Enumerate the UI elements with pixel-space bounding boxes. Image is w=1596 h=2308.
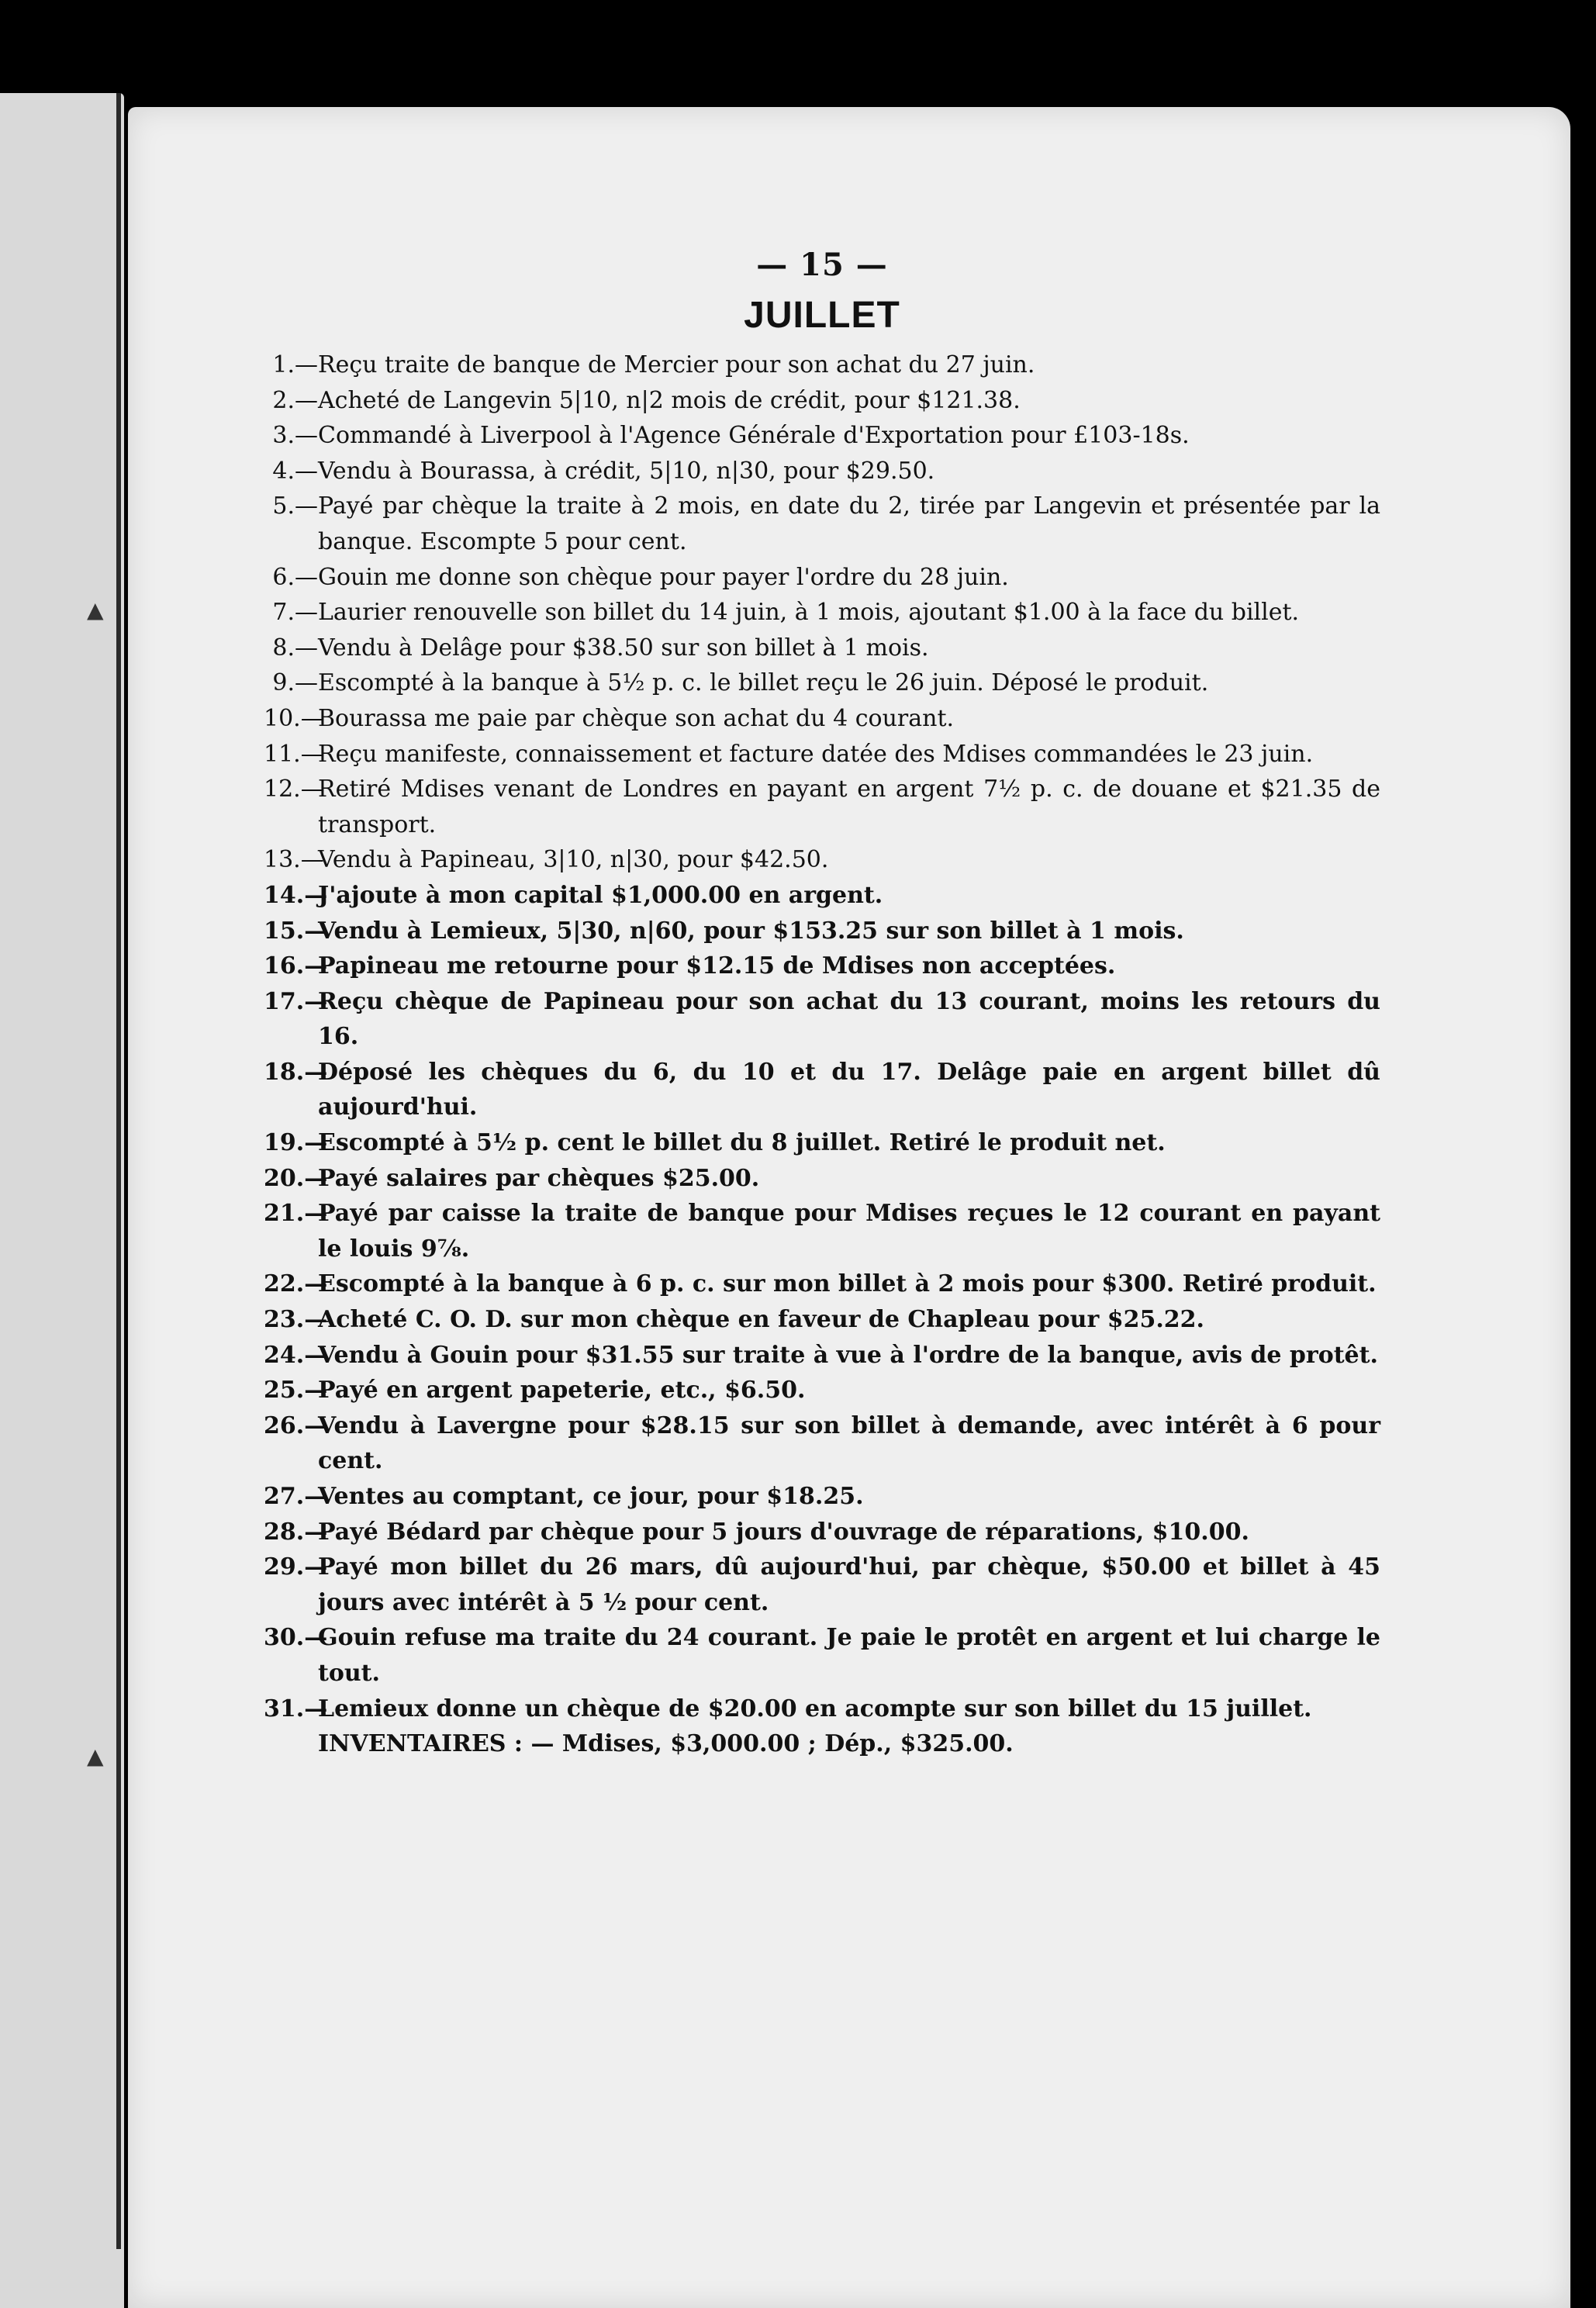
entry-text: Gouin refuse ma traite du 24 courant. Je paie le protêt en argent et lui charge le tout. — [318, 1624, 1380, 1687]
month-title: JUILLET — [744, 295, 900, 336]
journal-entries-list — [264, 347, 1380, 1726]
entry-number: 4.— — [272, 457, 318, 485]
journal-entry — [264, 1338, 1380, 1373]
entry-number: 5.— — [272, 492, 318, 520]
entry-number: 21.— — [264, 1200, 328, 1228]
journal-entry — [264, 737, 1380, 772]
inventory-line: INVENTAIRES : — Mdises, $3,000.00 ; Dép., $325.00. — [318, 1730, 1014, 1758]
entry-text: Payé Bédard par chèque pour 5 jours d'ouvrage de réparations, $10.00. — [318, 1518, 1249, 1546]
journal-entry — [264, 383, 1380, 419]
entry-text: Vendu à Lavergne pour $28.15 sur son billet à demande, avec intérêt à 6 pour cent. — [318, 1411, 1380, 1475]
entry-number: 8.— — [272, 634, 318, 662]
entry-text: Vendu à Gouin pour $31.55 sur traite à vue à l'ordre de la banque, avis de protêt. — [318, 1341, 1378, 1369]
entry-number: 23.— — [264, 1306, 328, 1334]
entry-number: 3.— — [272, 422, 318, 450]
entry-number: 6.— — [272, 563, 318, 591]
entry-number: 25.— — [264, 1377, 328, 1404]
entry-text: Reçu chèque de Papineau pour son achat du 13 courant, moins les retours du 16. — [318, 987, 1380, 1051]
entry-text: Payé salaires par chèques $25.00. — [318, 1164, 760, 1192]
entry-number: 10.— — [264, 704, 324, 732]
journal-entry — [264, 1408, 1380, 1479]
entry-text: Payé par caisse la traite de banque pour Mdises reçues le 12 courant en payant le louis 9⅞. — [318, 1200, 1380, 1263]
entry-text: Retiré Mdises venant de Londres en payant en argent 7½ p. c. de douane et $21.35 de transport. — [318, 776, 1380, 838]
entry-number: 9.— — [272, 669, 318, 697]
entry-number: 16.— — [264, 952, 328, 980]
journal-entry — [264, 948, 1380, 984]
journal-entry — [264, 1161, 1380, 1197]
entry-text: Payé par chèque la traite à 2 mois, en date du 2, tirée par Langevin et présentée par la banque. Escompte 5 pour cent. — [318, 492, 1380, 555]
journal-entry — [264, 1373, 1380, 1408]
entry-number: 26.— — [264, 1411, 328, 1439]
journal-entry — [264, 454, 1380, 489]
journal-entry — [264, 878, 1380, 914]
journal-entry — [264, 1196, 1380, 1266]
journal-entry — [264, 665, 1380, 701]
entry-number: 29.— — [264, 1553, 328, 1581]
entry-number: 13.— — [264, 846, 324, 874]
entry-number: 11.— — [264, 740, 324, 768]
entry-text: Ventes au comptant, ce jour, pour $18.25. — [318, 1483, 864, 1510]
entry-text: Vendu à Lemieux, 5|30, n|60, pour $153.25 sur son billet à 1 mois. — [318, 917, 1184, 945]
journal-entry — [264, 489, 1380, 559]
entry-text: Escompté à la banque à 6 p. c. sur mon billet à 2 mois pour $300. Retiré produit. — [318, 1270, 1377, 1298]
journal-entry — [264, 842, 1380, 878]
entry-number: 20.— — [264, 1164, 328, 1192]
page-number: — 15 — — [756, 247, 888, 283]
entry-text: Déposé les chèques du 6, du 10 et du 17. Delâge paie en argent billet dû aujourd'hui. — [318, 1058, 1380, 1121]
entry-text: Payé en argent papeterie, etc., $6.50. — [318, 1377, 806, 1404]
entry-text: Commandé à Liverpool à l'Agence Générale d'Exportation pour £103-18s. — [318, 422, 1190, 450]
journal-entry — [264, 914, 1380, 949]
entry-text: Reçu manifeste, connaissement et facture datée des Mdises commandées le 23 juin. — [318, 740, 1314, 768]
journal-entry — [264, 1302, 1380, 1338]
journal-entry — [264, 1479, 1380, 1515]
spine-arrow-icon: ▲ — [87, 1743, 104, 1769]
entry-number: 12.— — [264, 776, 324, 803]
entry-number: 17.— — [264, 987, 328, 1015]
entry-text: Lemieux donne un chèque de $20.00 en acompte sur son billet du 15 juillet. — [318, 1695, 1312, 1722]
entry-text: Payé mon billet du 26 mars, dû aujourd'hui, par chèque, $50.00 et billet à 45 jours avec intérêt à 5 ½ pour cent. — [318, 1553, 1380, 1616]
entry-number: 22.— — [264, 1270, 328, 1298]
journal-entry — [264, 772, 1380, 842]
entry-text: Vendu à Papineau, 3|10, n|30, pour $42.50. — [318, 846, 829, 874]
journal-entry — [264, 701, 1380, 737]
left-page-edge — [0, 93, 124, 2308]
journal-entry — [264, 1266, 1380, 1302]
entry-number: 28.— — [264, 1518, 328, 1546]
journal-entry — [264, 1055, 1380, 1125]
entry-number: 27.— — [264, 1483, 328, 1510]
journal-entry — [264, 347, 1380, 383]
entry-text: Papineau me retourne pour $12.15 de Mdises non acceptées. — [318, 952, 1116, 980]
entry-text: Vendu à Delâge pour $38.50 sur son billet à 1 mois. — [318, 634, 929, 662]
journal-entry — [264, 1691, 1380, 1727]
entry-number: 2.— — [272, 386, 318, 414]
entry-number: 14.— — [264, 881, 328, 909]
entry-text: Escompté à la banque à 5½ p. c. le billet reçu le 26 juin. Déposé le produit. — [318, 669, 1209, 697]
entry-number: 15.— — [264, 917, 328, 945]
entry-text: Acheté C. O. D. sur mon chèque en faveur de Chapleau pour $25.22. — [318, 1306, 1204, 1334]
entry-text: Bourassa me paie par chèque son achat du 4 courant. — [318, 704, 955, 732]
entry-number: 1.— — [272, 351, 318, 378]
journal-entry — [264, 595, 1380, 631]
journal-entry — [264, 1620, 1380, 1691]
entry-number: 24.— — [264, 1341, 328, 1369]
entry-text: Vendu à Bourassa, à crédit, 5|10, n|30, pour $29.50. — [318, 457, 935, 485]
entry-text: Escompté à 5½ p. cent le billet du 8 juillet. Retiré le produit net. — [318, 1129, 1166, 1157]
spine-arrow-icon: ▲ — [87, 597, 104, 623]
entry-number: 7.— — [272, 599, 318, 627]
page-content — [264, 247, 1380, 1762]
journal-entry — [264, 418, 1380, 454]
entry-number: 19.— — [264, 1129, 328, 1157]
entry-text: Reçu traite de banque de Mercier pour son achat du 27 juin. — [318, 351, 1035, 378]
journal-entry — [264, 1515, 1380, 1550]
entry-text: J'ajoute à mon capital $1,000.00 en argent. — [318, 881, 883, 909]
entry-text: Acheté de Langevin 5|10, n|2 mois de crédit, pour $121.38. — [318, 386, 1021, 414]
entry-text: Gouin me donne son chèque pour payer l'ordre du 28 juin. — [318, 563, 1009, 591]
journal-entry — [264, 1550, 1380, 1620]
journal-entry — [264, 1125, 1380, 1161]
journal-entry — [264, 631, 1380, 666]
entry-text: Laurier renouvelle son billet du 14 juin, à 1 mois, ajoutant $1.00 à la face du billet. — [318, 599, 1300, 627]
entry-number: 31.— — [264, 1695, 328, 1722]
journal-entry — [264, 560, 1380, 596]
entry-number: 18.— — [264, 1058, 328, 1086]
page-fold-shadow — [116, 93, 121, 2249]
journal-entry — [264, 984, 1380, 1055]
entry-number: 30.— — [264, 1624, 328, 1652]
